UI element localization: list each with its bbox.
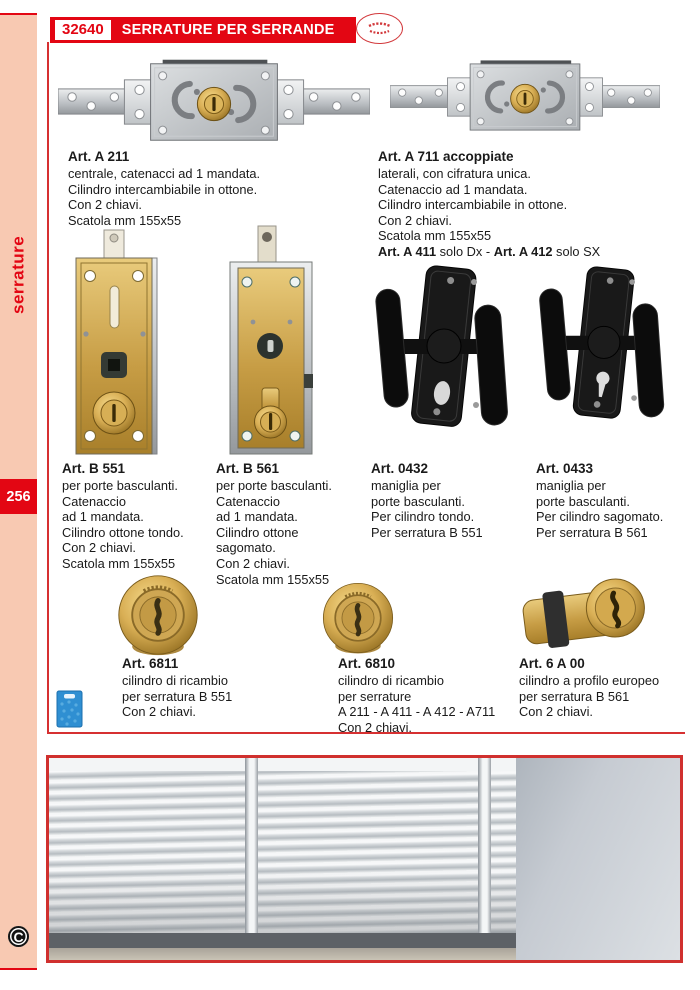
product-image-a211-shutter-lock <box>58 55 370 149</box>
product-text-0432 <box>371 461 531 540</box>
photo-pavement <box>49 948 516 960</box>
product-art-number: Art. 6811 <box>122 656 179 671</box>
photo-lintel <box>49 758 516 771</box>
product-text-b551 <box>62 461 212 572</box>
product-description: laterali, con cifratura unica. Catenaccio ad 1 mandata. Cilindro intercambiabile in ottone. Con 2 chiavi. Scatola mm 155x55 <box>378 166 568 244</box>
product-description: maniglia per porte basculanti. Per cilindro tondo. Per serratura B 551 <box>371 478 483 540</box>
page-number-badge: 256 <box>0 479 37 514</box>
product-image-b561-lock <box>228 224 314 456</box>
photo-guide-rail <box>478 758 491 944</box>
product-art-number: Art. B 551 <box>62 461 126 476</box>
product-text-6a00 <box>519 656 694 720</box>
product-image-6810-cylinder <box>320 578 396 658</box>
product-art-number: Art. A 211 <box>68 149 130 164</box>
sidebar-category-label: serrature <box>8 235 28 315</box>
photo-shadow-overlay <box>49 758 516 960</box>
product-text-6810 <box>338 656 533 735</box>
product-description: per porte basculanti. Catenaccio ad 1 mandata. Cilindro ottone sagomato. Con 2 chiavi. Scatola mm 155x55 <box>216 478 332 587</box>
product-description: cilindro di ricambio per serrature A 211 - A 411 - A 412 - A711 Con 2 chiavi. <box>338 673 496 735</box>
brand-logo-oval-icon <box>356 13 403 44</box>
product-description: cilindro a profilo europeo per serratura B 561 Con 2 chiavi. <box>519 673 660 720</box>
product-description: centrale, catenacci ad 1 mandata. Cilindro intercambiabile in ottone. Con 2 chiavi. Scatola mm 155x55 <box>68 166 261 228</box>
product-text-6811 <box>122 656 307 720</box>
photo-guide-rail <box>245 758 258 944</box>
product-text-b561 <box>216 461 371 587</box>
product-text-a211 <box>68 149 363 228</box>
product-art-number: Art. A 711 accoppiate <box>378 149 514 164</box>
product-description: maniglia per porte basculanti. Per cilindro sagomato. Per serratura B 561 <box>536 478 664 540</box>
product-art-number: Art. 0433 <box>536 461 594 476</box>
catalog-code: 32640 <box>55 20 111 40</box>
sidebar-bottom-rule <box>0 968 37 970</box>
product-image-6811-cylinder <box>115 572 201 658</box>
product-text-a711 <box>378 149 678 260</box>
product-art-number: Art. 0432 <box>371 461 429 476</box>
chapter-letter-icon: C <box>8 926 29 947</box>
product-image-6a00-euro-cylinder <box>518 560 648 660</box>
product-image-a711-shutter-lock <box>390 53 660 141</box>
product-art-number: Art. B 561 <box>216 461 280 476</box>
bag-icon <box>56 690 83 728</box>
product-description: per porte basculanti. Catenaccio ad 1 mandata. Cilindro ottone tondo. Con 2 chiavi. Scatola mm 155x55 <box>62 478 184 571</box>
shutter-photo <box>46 755 683 963</box>
page-title: SERRATURE PER SERRANDE <box>121 22 335 38</box>
product-image-0433-handle <box>536 253 668 445</box>
product-image-b551-lock <box>70 228 162 458</box>
product-image-0432-handle <box>372 253 512 453</box>
product-variants: Art. A 411 solo Dx - Art. A 412 solo SX <box>378 243 601 259</box>
photo-wall-panel <box>516 758 680 960</box>
product-art-number: Art. 6 A 00 <box>519 656 585 671</box>
header-bar <box>50 17 356 43</box>
product-art-number: Art. 6810 <box>338 656 396 671</box>
photo-bottom-shadow <box>49 933 516 948</box>
product-description: cilindro di ricambio per serratura B 551 Con 2 chiavi. <box>122 673 233 720</box>
product-text-0433 <box>536 461 700 540</box>
